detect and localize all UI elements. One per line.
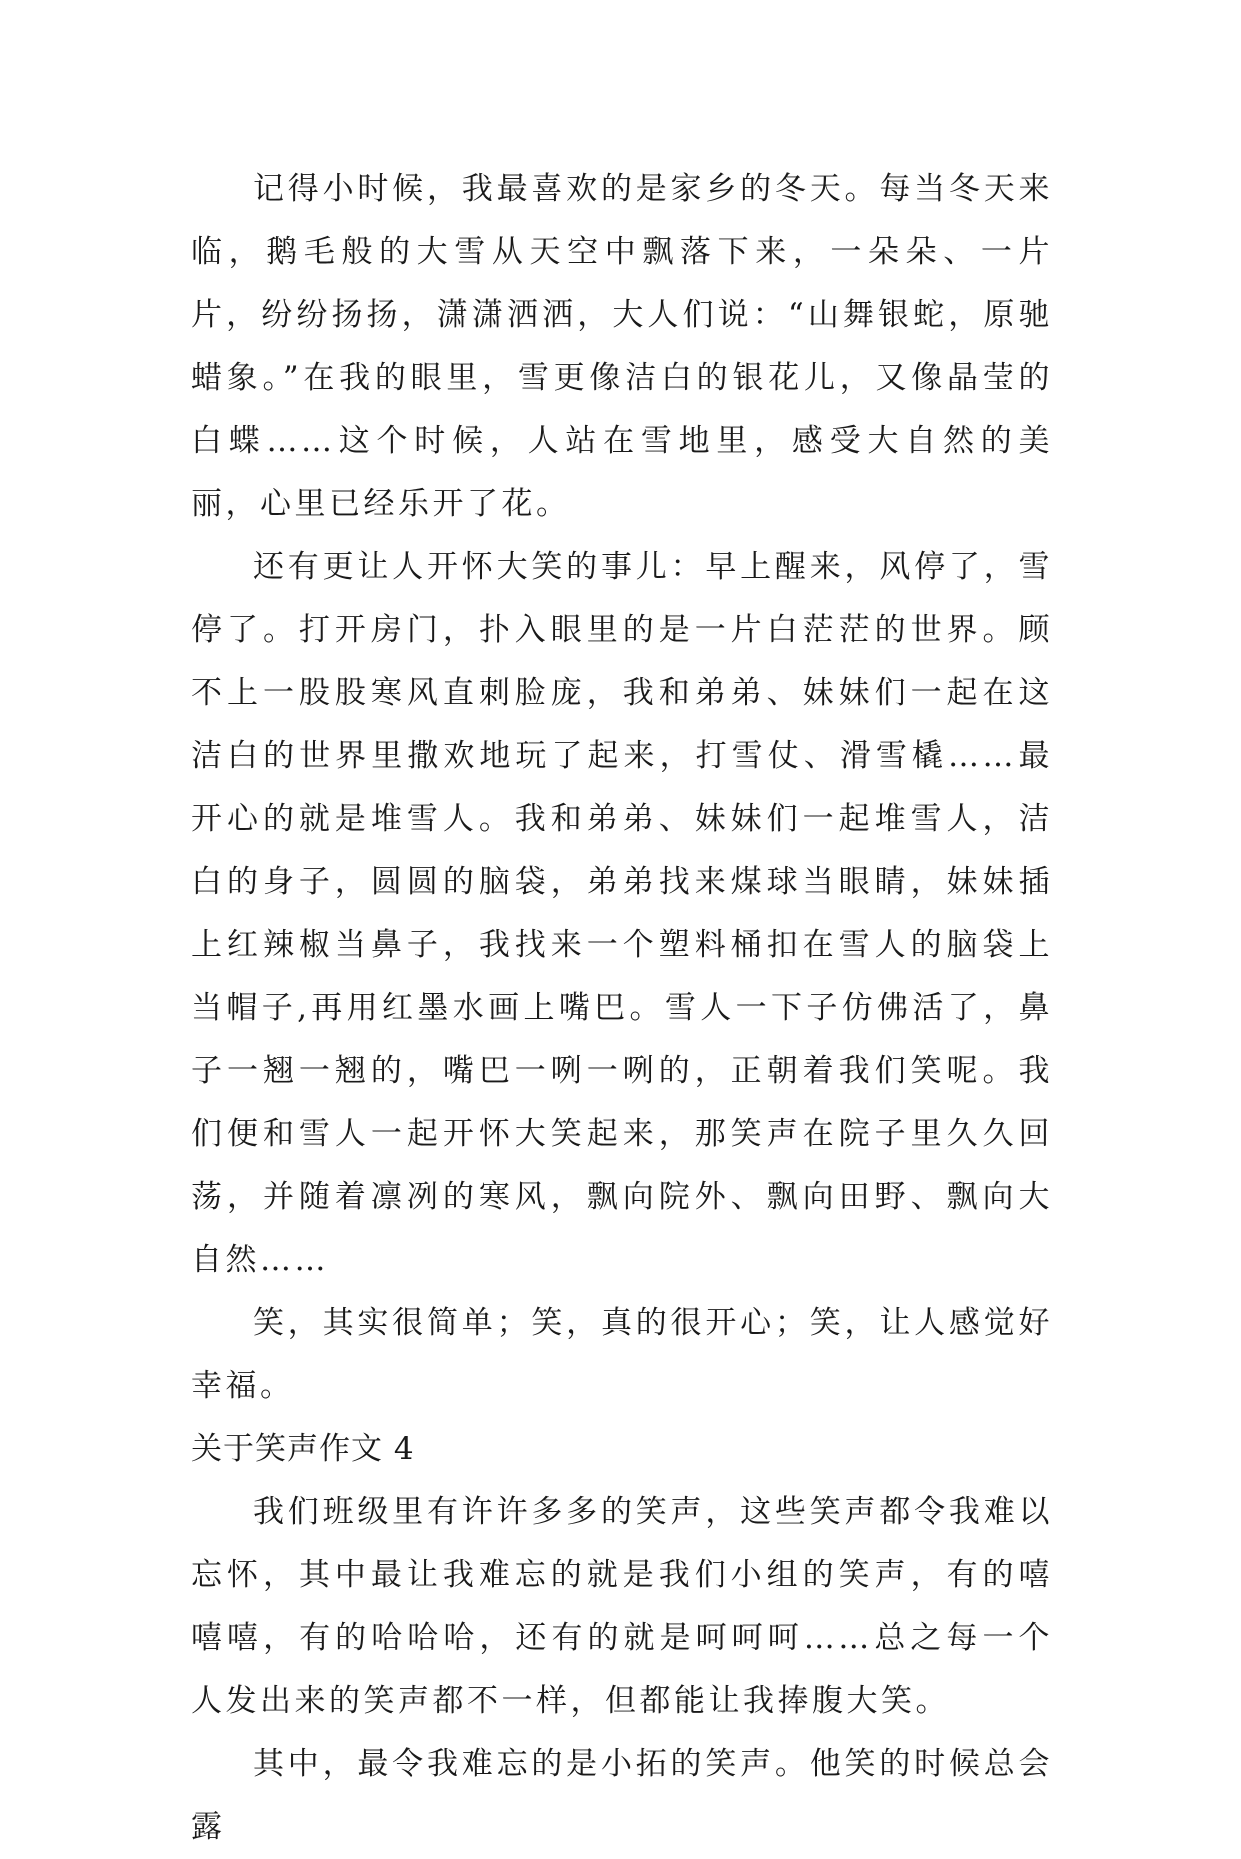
paragraph-laugh-summary: 笑，其实很简单；笑，真的很开心；笑，让人感觉好幸福。: [191, 1305, 1053, 1404]
paragraph-xiaotuo: 其中，最令我难忘的是小拓的笑声。他笑的时候总会露: [191, 1746, 1053, 1845]
paragraph-class-laughter: 我们班级里有许许多多的笑声，这些笑声都令我难以忘怀，其中最让我难忘的就是我们小组的笑声，有的嘻嘻嘻，有的哈哈哈，还有的就是呵呵呵……总之每一个人发出来的笑声都不一样，但都能让我捧腹大笑。: [191, 1494, 1053, 1719]
document-body: [191, 158, 1053, 1859]
section-title: 关于笑声作文 4: [191, 1431, 415, 1467]
paragraph-snowman: 还有更让人开怀大笑的事儿：早上醒来，风停了，雪停了。打开房门，扑入眼里的是一片白茫茫的世界。顾不上一股股寒风直刺脸庞，我和弟弟、妹妹们一起在这洁白的世界里撒欢地玩了起来，打雪仗、滑雪橇……最开心的就是堆雪人。我和弟弟、妹妹们一起堆雪人，洁白的身子，圆圆的脑袋，弟弟找来煤球当眼睛，妹妹插上红辣椒当鼻子，我找来一个塑料桶扣在雪人的脑袋上当帽子,再用红墨水画上嘴巴。雪人一下子仿佛活了，鼻子一翘一翘的，嘴巴一咧一咧的，正朝着我们笑呢。我们便和雪人一起开怀大笑起来，那笑声在院子里久久回荡，并随着凛冽的寒风，飘向院外、飘向田野、飘向大自然……: [191, 549, 1053, 1278]
paragraph-winter-memory: 记得小时候，我最喜欢的是家乡的冬天。每当冬天来临，鹅毛般的大雪从天空中飘落下来，一朵朵、一片片，纷纷扬扬，潇潇洒洒，大人们说：“山舞银蛇，原驰蜡象。”在我的眼里，雪更像洁白的银花儿，又像晶莹的白蝶……这个时候，人站在雪地里，感受大自然的美丽，心里已经乐开了花。: [191, 171, 1053, 522]
